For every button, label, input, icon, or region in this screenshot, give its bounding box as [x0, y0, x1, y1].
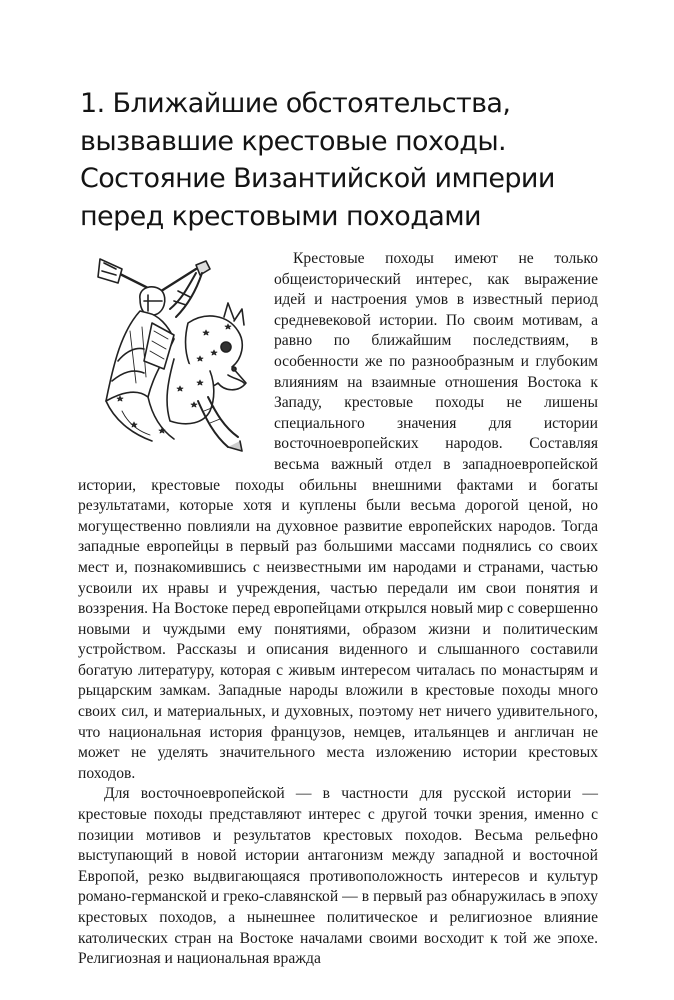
heading-line: перед крестовыми походами — [80, 200, 481, 232]
body-text — [78, 249, 598, 970]
paragraph: Для восточноевропейской — в частности для русской истории — крестовые походы представляют интерес с другой точки зрения, именно с позиции мотивов и результатов крестовых походов. Весьма рельефно выступающий в новой истории антагонизм между западной и восточной Европой, резко выдвигающаяся противоположность интересов и культур романо-германской и греко-славянской — в первый раз обнаружилась в эпоху крестовых походов, а нынешнее политическое и религиозное влияние католических стран на Востоке началами своими восходит к той же эпохе. Религиозная и национальная вражда — [78, 785, 598, 968]
heading-line: 1. Ближайшие обстоятельства, — [80, 88, 511, 119]
heading-line: Состояние Византийской империи — [80, 163, 555, 194]
crusader-knight-illustration-icon — [78, 251, 266, 455]
page-content — [78, 85, 598, 970]
chapter-heading — [80, 85, 598, 235]
heading-line: вызвавшие крестовые походы. — [80, 125, 507, 157]
paragraph: Крестовые походы имеют не только общеисторический интерес, как выражение идей и настроения умов в известный период средневековой истории. По своим мотивам, а равно по ближайшим последствиям, в особенности же по разнообразным и глубоким влияниям на взаимные отношения Востока к Западу, крестовые походы не лишены специального значения для истории восточноевропейских народов. Составляя весьма важный отдел в западноевропейской истории, крестовые походы обильны внешними фактами и богаты результатами, которые хотя и куплены были весьма дорогой ценой, но могущественно повлияли на духовное развитие европейских народов. Тогда западные европейцы в первый раз большими массами поднялись со своих мест и, познакомившись с неизвестными им народами и странами, частью усвоили их нравы и учреждения, частью передали им свои понятия и воззрения. На Востоке перед европейцами открылся новый мир с совершенно новыми и чуждыми ему понятиями, образом жизни и политическим устройством. Рассказы и описания виденного и слышанного составили богатую литературу, которая с живым интересом читалась по монастырям и рыцарским замкам. Западные народы вложили в крестовые походы много своих сил, и материальных, и духовных, поэтому нет ничего удивительного, что национальная история французов, немцев, итальянцев и англичан не может не уделять значительного места изложению истории крестовых походов. — [78, 250, 598, 782]
